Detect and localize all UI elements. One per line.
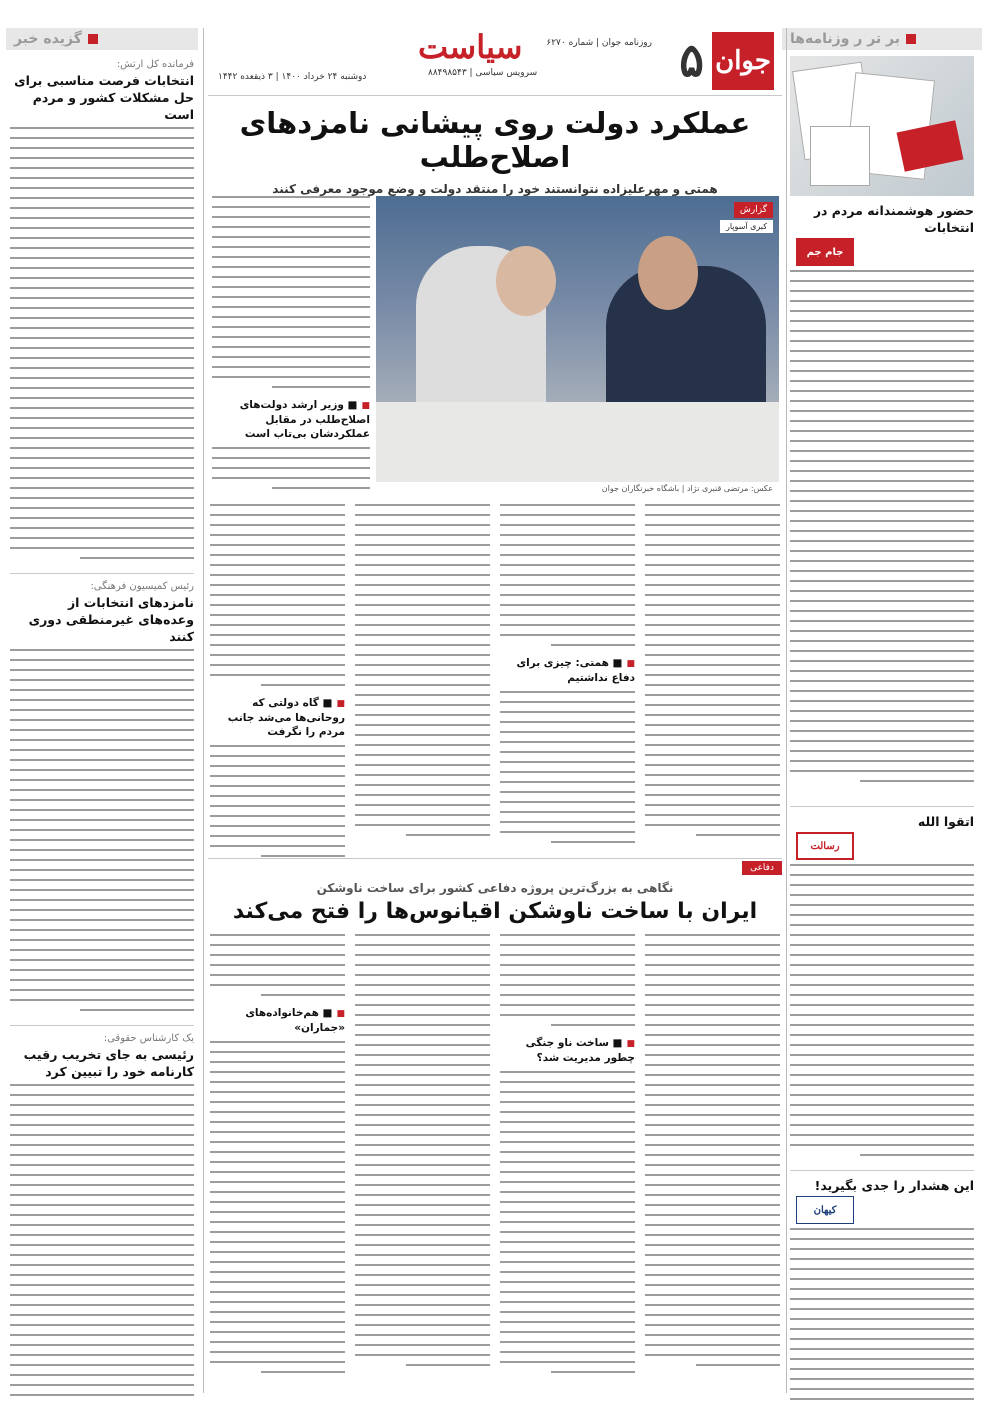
digest3-kicker: یک کارشناس حقوقی: bbox=[103, 1033, 194, 1044]
news-digest-title: گزیده خبر bbox=[14, 31, 82, 47]
section-marker-icon bbox=[906, 34, 916, 44]
photo-caption: عکس: مرتضی قنبری نژاد | باشگاه خبرنگاران جوان bbox=[601, 484, 773, 493]
digest1-headline: انتخابات فرصت مناسبی برای حل مشکلات کشور و مردم است bbox=[14, 73, 194, 122]
defense-article bbox=[208, 858, 782, 1381]
press-review-title: بر تر ر وزنامه‌ها bbox=[790, 31, 901, 47]
jamejam-logo: جام جم bbox=[796, 238, 854, 266]
story1-headline: حضور هوشمندانه مردم در انتخابات bbox=[813, 203, 974, 235]
defense-body bbox=[208, 934, 782, 1381]
digest1-body bbox=[10, 127, 194, 567]
issue-info: روزنامه جوان | شماره ۶۲۷۰ bbox=[546, 38, 652, 48]
defense-subhead-2: ■ ■ هم‌خانواده‌های «جماران» bbox=[210, 1006, 345, 1035]
issue-date: دوشنبه ۲۴ خرداد ۱۴۰۰ | ۳ ذیقعده ۱۴۴۲ bbox=[218, 72, 367, 82]
press-review-band bbox=[782, 28, 982, 50]
lead-subhead-2: ■ ■ همتی: چیزی برای دفاع نداشتیم bbox=[500, 656, 635, 685]
kayhan-logo: کیهان bbox=[796, 1196, 854, 1224]
section-editor: سرویس سیاسی | ۸۸۴۹۸۵۴۳ bbox=[428, 68, 538, 78]
lead-article-body bbox=[208, 504, 782, 865]
defense-tag: دفاعی bbox=[742, 861, 782, 875]
newspapers-thumbnail bbox=[790, 56, 974, 196]
digest2-kicker: رئیس کمیسیون فرهنگی: bbox=[90, 581, 194, 592]
defense-kicker: نگاهی به بزرگ‌ترین پروژه دفاعی کشور برای ساخت ناوشکن bbox=[316, 881, 674, 895]
column-divider bbox=[203, 28, 204, 1393]
main-headline: عملکرد دولت روی پیشانی نامزدهای اصلاح‌طلب bbox=[239, 106, 751, 174]
lead-subhead-1: ■ ■ وزیر ارشد دولت‌های اصلاح‌طلب در مقابل عملکردشان بی‌تاب است bbox=[212, 398, 370, 441]
lead-article-column bbox=[212, 196, 370, 497]
page-number: ۵ bbox=[679, 33, 704, 87]
lead-subhead-3: ■ ■ گاه دولتی که روحانی‌ها می‌شد جانب مردم را نگرفت bbox=[210, 696, 345, 739]
digest1-kicker: فرمانده کل ارتش: bbox=[116, 59, 194, 70]
resalat-logo: رسالت bbox=[796, 832, 854, 860]
story2-body bbox=[790, 864, 974, 1164]
story3-body bbox=[790, 1228, 974, 1401]
press-review-column bbox=[782, 28, 982, 1393]
story2-headline: اتقوا الله bbox=[917, 814, 974, 829]
report-author: کبری آسوپار bbox=[720, 220, 773, 233]
digest3-headline: رئیسی به جای تخریب رقیب کارنامه خود را تبیین کرد bbox=[23, 1047, 194, 1079]
digest2-body bbox=[10, 649, 194, 1019]
story3-headline: این هشدار را جدی بگیرید! bbox=[814, 1178, 974, 1193]
news-digest-column bbox=[6, 28, 198, 1393]
main-politics-section bbox=[208, 28, 782, 1393]
javan-logo: جوان bbox=[712, 32, 774, 90]
digest3-body bbox=[10, 1084, 194, 1401]
digest2-headline: نامزدهای انتخابات از وعده‌های غیرمنطقی دوری کنند bbox=[28, 595, 194, 644]
section-marker-icon bbox=[88, 34, 98, 44]
masthead bbox=[208, 28, 782, 96]
news-digest-band bbox=[6, 28, 198, 50]
story1-body bbox=[790, 270, 974, 800]
main-subheadline: همتی و مهرعلیزاده نتوانستند خود را منتقد دولت و وضع موجود معرفی کنند bbox=[272, 182, 718, 196]
report-badge: گزارش bbox=[734, 202, 773, 218]
lead-photo bbox=[376, 196, 779, 482]
column-divider bbox=[786, 28, 787, 1393]
defense-headline: ایران با ساخت ناوشکن اقیانوس‌ها را فتح می‌کند bbox=[232, 899, 758, 924]
section-name: سیاست bbox=[418, 28, 523, 66]
defense-subhead-1: ■ ■ ساخت ناو جنگی چطور مدیریت شد؟ bbox=[500, 1036, 635, 1065]
